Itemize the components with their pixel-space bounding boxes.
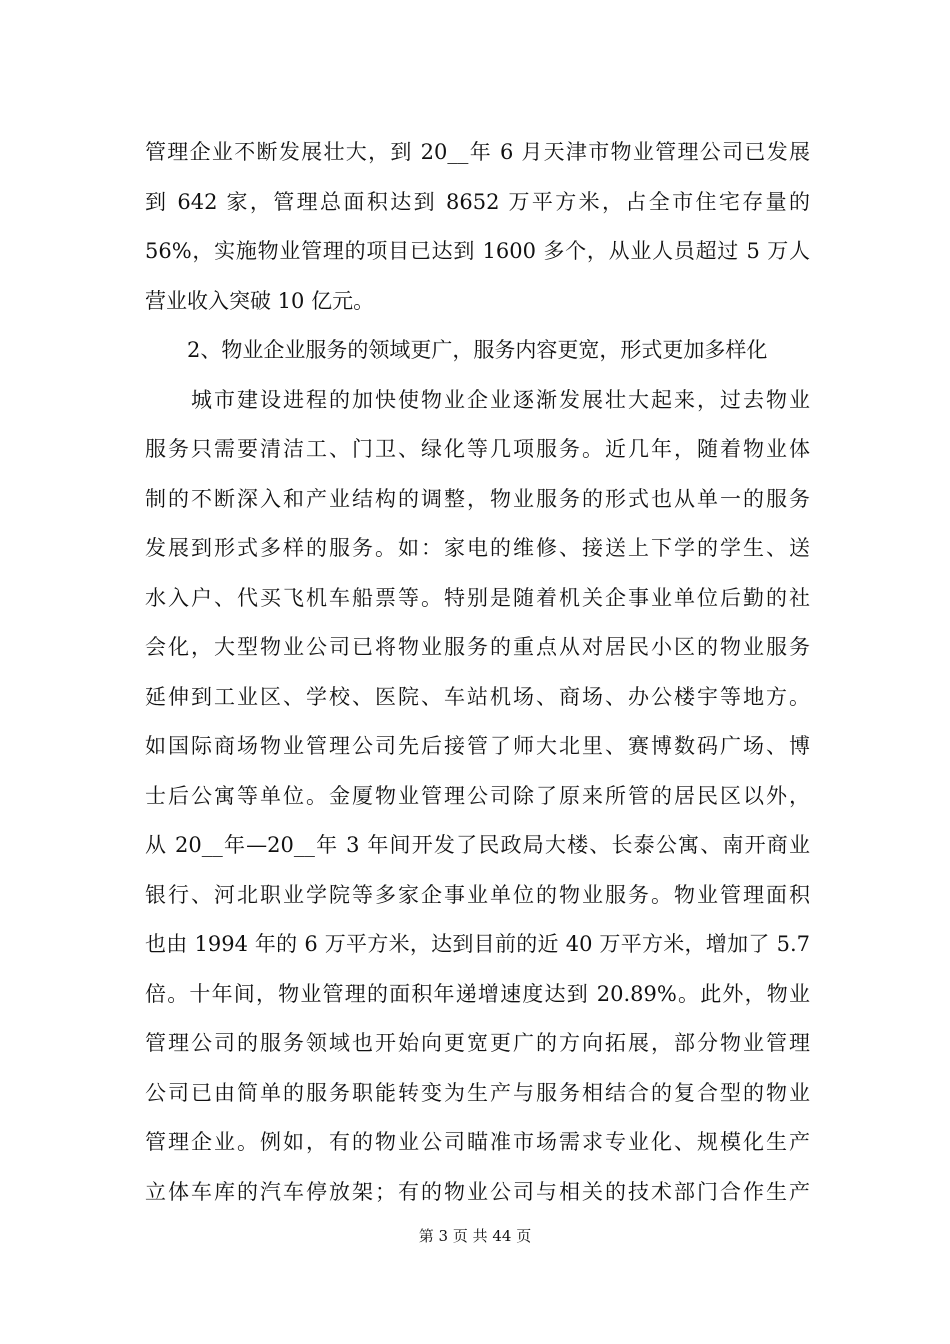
text-line: 立体车库的汽车停放架；有的物业公司与相关的技术部门合作生产 [145,1179,810,1204]
text-line: 士后公寓等单位。金厦物业管理公司除了原来所管的居民区以外， [145,783,810,808]
text-line: 营业收入突破 10 亿元。 [145,288,375,313]
text-line: 水入户、代买飞机车船票等。特别是随着机关企事业单位后勤的社 [145,585,810,610]
page-footer: 第 3 页 共 44 页 [418,1227,532,1245]
section-heading: 2、物业企业服务的领域更广，服务内容更宽，形式更加多样化 [145,338,768,362]
text-line: 发展到形式多样的服务。如：家电的维修、接送上下学的学生、送 [145,536,810,560]
text-line: 银行、河北职业学院等多家企事业单位的物业服务。物业管理面积 [145,882,810,907]
text-line: 管理企业。例如，有的物业公司瞄准市场需求专业化、规模化生产 [145,1130,810,1154]
text-line: 会化，大型物业公司已将物业服务的重点从对居民小区的物业服务 [145,635,810,659]
text-line: 56%，实施物业管理的项目已达到 1600 多个，从业人员超过 5 万人 [145,239,810,263]
text-line: 服务只需要清洁工、门卫、绿化等几项服务。近几年，随着物业体 [145,437,810,461]
text-line: 倍。十年间，物业管理的面积年递增速度达到 20.89%。此外，物业 [145,981,810,1006]
text-line: 如国际商场物业管理公司先后接管了师大北里、赛博数码广场、博 [145,734,810,758]
text-line: 城市建设进程的加快使物业企业逐渐发展壮大起来，过去物业 [145,387,810,412]
text-line: 管理企业不断发展壮大，到 20__年 6 月天津市物业管理公司已发展 [145,140,810,164]
text-line: 管理公司的服务领域也开始向更宽更广的方向拓展，部分物业管理 [145,1031,810,1055]
text-line: 到 642 家，管理总面积达到 8652 万平方米，占全市住宅存量的 [145,189,810,214]
text-line: 也由 1994 年的 6 万平方米，达到目前的近 40 万平方米，增加了 5.7 [145,932,810,956]
text-line: 公司已由简单的服务职能转变为生产与服务相结合的复合型的物业 [145,1080,810,1105]
text-line: 延伸到工业区、学校、医院、车站机场、商场、办公楼宇等地方。 [145,684,810,709]
text-line: 从 20__年—20__年 3 年间开发了民政局大楼、长泰公寓、南开商业 [145,833,810,857]
body-text [145,128,810,1217]
text-line: 制的不断深入和产业结构的调整，物业服务的形式也从单一的服务 [145,486,810,511]
